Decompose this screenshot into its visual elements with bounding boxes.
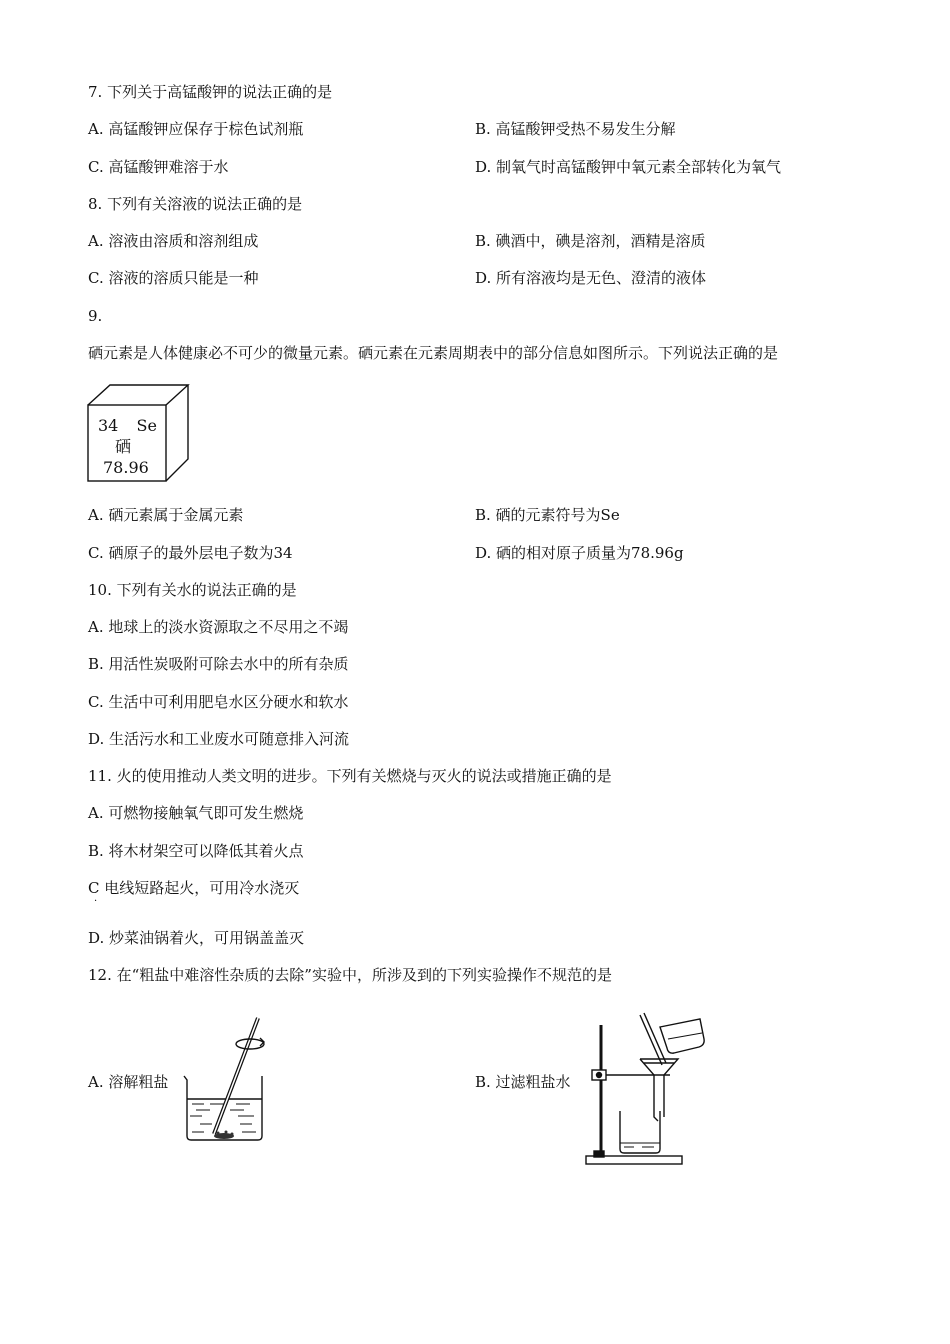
q9-number: 9. [88,307,103,325]
element-symbol: Se [136,416,157,435]
q11-option-c-dot: · [94,896,98,907]
element-atomic-number: 34 [98,416,119,435]
q10-stem: 10. 下列有关水的说法正确的是 [88,581,297,599]
filtration-illustration [584,1005,710,1167]
q7-stem: 7. 下列关于高锰酸钾的说法正确的是 [88,83,333,101]
q11-option-c: C 电线短路起火，可用冷水浇灭 [88,879,300,897]
q10-option-b: B. 用活性炭吸附可除去水中的所有杂质 [88,655,349,673]
dissolving-illustration [180,1016,270,1144]
q8-option-c: C. 溶液的溶质只能是一种 [88,269,259,287]
q10-option-d: D. 生活污水和工业废水可随意排入河流 [88,730,350,748]
q11-option-a: A. 可燃物接触氧气即可发生燃烧 [88,804,304,822]
q12-stem: 12. 在“粗盐中难溶性杂质的去除”实验中，所涉及到的下列实验操作不规范的是 [88,966,612,984]
q7-option-c: C. 高锰酸钾难溶于水 [88,158,229,176]
q10-option-a: A. 地球上的淡水资源取之不尽用之不竭 [88,618,349,636]
q10-option-c: C. 生活中可利用肥皂水区分硬水和软水 [88,693,349,711]
q11-option-d: D. 炒菜油锅着火，可用锅盖盖灭 [88,929,305,947]
q9-option-b: B. 硒的元素符号为Se [475,506,620,524]
q7-option-d: D. 制氧气时高锰酸钾中氧元素全部转化为氧气 [475,158,782,176]
q12-option-a: A. 溶解粗盐 [88,1073,169,1091]
q11-option-b: B. 将木材架空可以降低其着火点 [88,842,304,860]
q9-option-d: D. 硒的相对原子质量为78.96g [475,544,684,562]
q7-option-b: B. 高锰酸钾受热不易发生分解 [475,120,676,138]
q9-option-a: A. 硒元素属于金属元素 [88,506,244,524]
q8-option-d: D. 所有溶液均是无色、澄清的液体 [475,269,707,287]
q8-option-b: B. 碘酒中，碘是溶剂，酒精是溶质 [475,232,706,250]
q9-stem: 硒元素是人体健康必不可少的微量元素。硒元素在元素周期表中的部分信息如图所示。下列说法正确的是 [88,344,779,362]
q8-option-a: A. 溶液由溶质和溶剂组成 [88,232,259,250]
q11-stem: 11. 火的使用推动人类文明的进步。下列有关燃烧与灭火的说法或措施正确的是 [88,767,612,785]
q12-option-b: B. 过滤粗盐水 [475,1073,571,1091]
q8-stem: 8. 下列有关溶液的说法正确的是 [88,195,303,213]
q9-option-c: C. 硒原子的最外层电子数为34 [88,544,293,562]
element-name: 硒 [115,437,132,456]
q7-option-a: A. 高锰酸钾应保存于棕色试剂瓶 [88,120,304,138]
element-atomic-mass: 78.96 [103,458,149,477]
